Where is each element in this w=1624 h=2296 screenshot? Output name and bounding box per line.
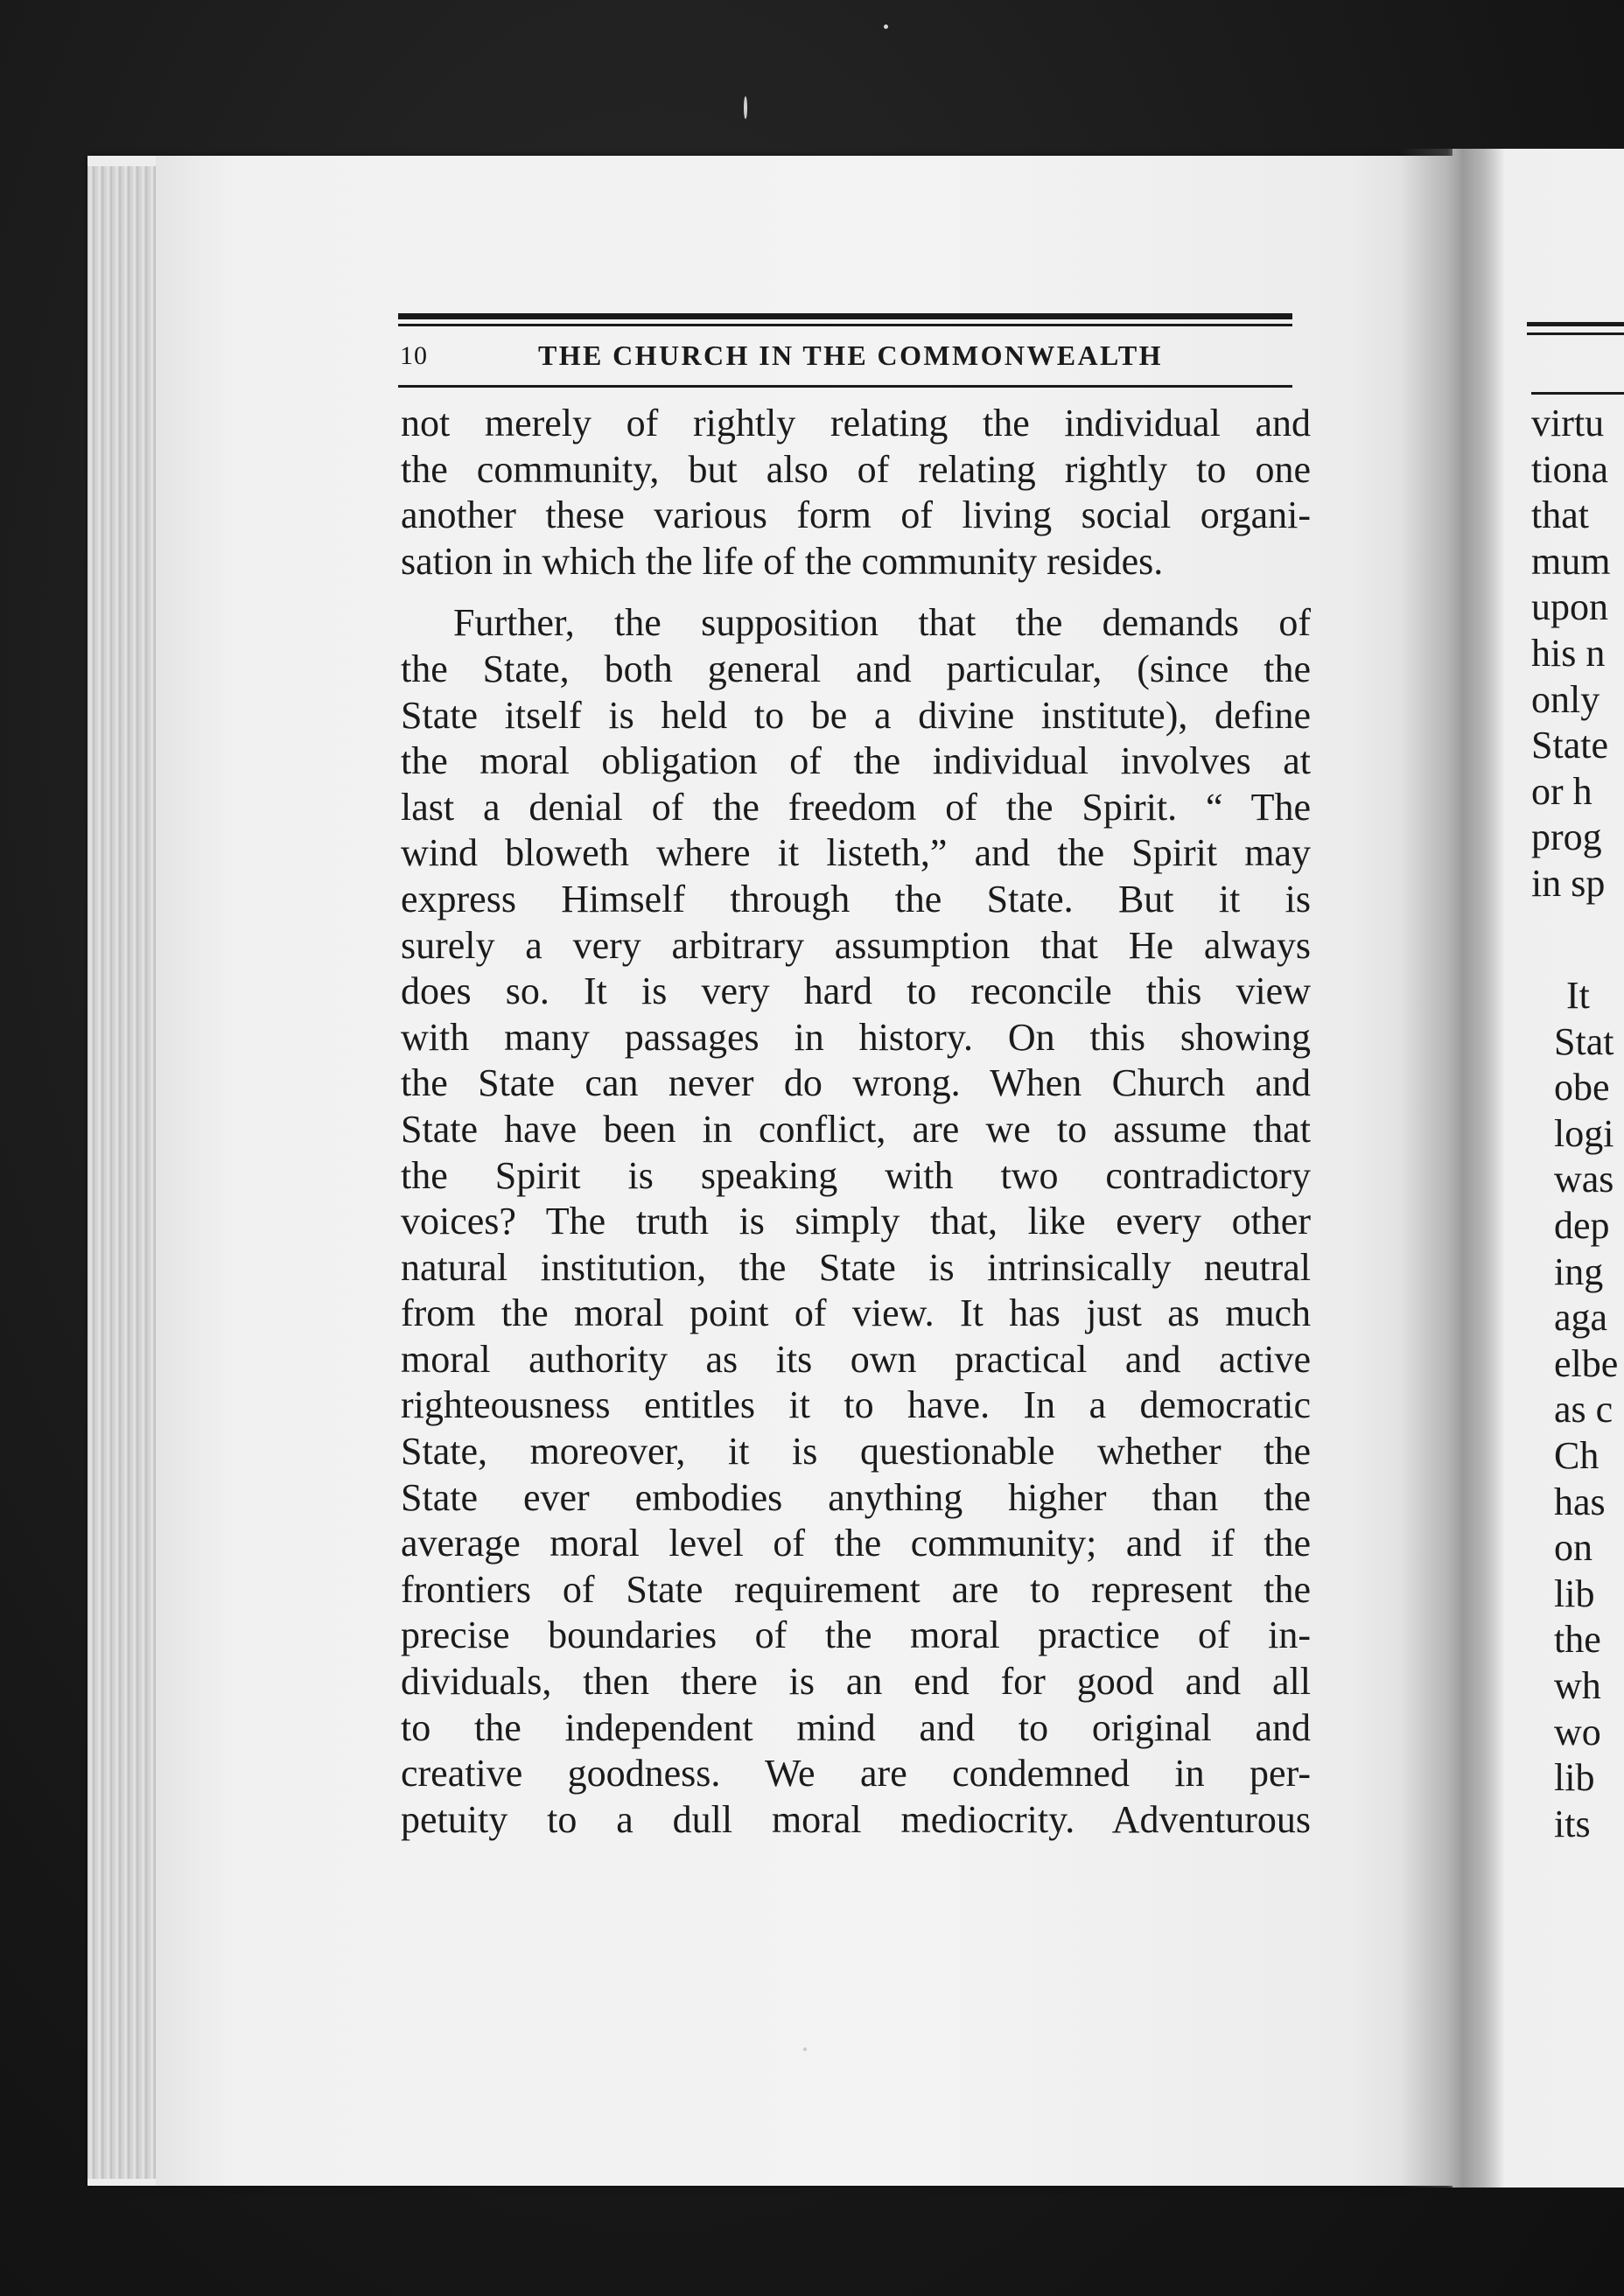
text-line: the Spirit is speaking with two contradictory	[401, 1153, 1311, 1197]
right-fragment: his n	[1531, 631, 1606, 675]
right-fragment: or h	[1531, 769, 1592, 813]
text-line: another these various form of living social organi-	[401, 494, 1311, 537]
page-number: 10	[400, 341, 428, 370]
right-fragment: virtu	[1531, 402, 1605, 444]
right-fragment: its	[1554, 1802, 1591, 1845]
text-line: dividuals, then there is an end for good and all	[401, 1660, 1311, 1704]
body-text	[401, 401, 1311, 1843]
paragraph-gap	[401, 584, 1311, 600]
text-line: does so. It is very hard to reconcile this view	[401, 970, 1311, 1013]
text-line: voices? The truth is simply that, like every other	[401, 1200, 1311, 1243]
right-fragment: Stat	[1554, 1019, 1614, 1063]
text-line: State, moreover, it is questionable whether the	[401, 1430, 1311, 1474]
right-fragment: was	[1554, 1158, 1614, 1201]
right-fragment: State	[1531, 724, 1608, 767]
right-fragment: obe	[1554, 1066, 1610, 1110]
text-line: last a denial of the freedom of the Spirit. “ The	[401, 785, 1311, 829]
right-fragment: wh	[1554, 1663, 1601, 1707]
running-title: THE CHURCH IN THE COMMONWEALTH	[538, 340, 1163, 371]
text-line: State ever embodies anything higher than the	[401, 1475, 1311, 1519]
right-fragment: prog	[1531, 816, 1602, 859]
book-gutter-shadow	[1400, 149, 1505, 2188]
right-fragment: tiona	[1531, 447, 1608, 491]
right-fragment: the	[1554, 1618, 1601, 1662]
right-fragment: as c	[1554, 1388, 1614, 1432]
right-fragment: elbe	[1554, 1341, 1619, 1385]
dust-speck	[803, 2048, 807, 2051]
text-line: petuity to a dull moral mediocrity. Adventurous	[401, 1797, 1311, 1841]
text-line: the community, but also of relating rightly to one	[401, 447, 1311, 491]
text-line: to the independent mind and to original and	[401, 1705, 1311, 1749]
text-line: from the moral point of view. It has just as much	[401, 1292, 1311, 1335]
right-head-rule-mid	[1527, 332, 1624, 335]
text-line: with many passages in history. On this showing	[401, 1015, 1311, 1059]
text-line: surely a very arbitrary assumption that He always	[401, 923, 1311, 967]
text-line: Further, the supposition that the demands of	[453, 601, 1311, 645]
text-line: natural institution, the State is intrinsically neutral	[401, 1245, 1311, 1289]
text-line: State itself is held to be a divine institute), define	[401, 693, 1311, 737]
text-line: express Himself through the State. But it is	[401, 877, 1311, 920]
right-fragment: wo	[1554, 1710, 1601, 1754]
text-line: the State can never do wrong. When Church and	[401, 1061, 1311, 1105]
text-line: frontiers of State requirement are to represent the	[401, 1567, 1311, 1611]
text-line: moral authority as its own practical and active	[401, 1337, 1311, 1381]
text-line: State have been in conflict, are we to assume that	[401, 1107, 1311, 1151]
right-fragment: has	[1554, 1480, 1606, 1523]
text-line: the moral obligation of the individual involves at	[401, 739, 1311, 783]
right-page-text-bottom	[1554, 973, 1624, 1847]
right-fragment: lib	[1554, 1756, 1595, 1800]
text-line: wind bloweth where it listeth,” and the Spirit may	[401, 831, 1311, 875]
text-line: average moral level of the community; and if the	[401, 1522, 1311, 1565]
text-line: righteousness entitles it to have. In a democratic	[401, 1383, 1311, 1427]
text-line: not merely of rightly relating the individual and	[401, 402, 1311, 444]
text-line: creative goodness. We are condemned in per-	[401, 1752, 1311, 1796]
text-line: sation in which the life of the community resides.	[401, 539, 1164, 583]
right-fragment: It	[1566, 974, 1590, 1017]
right-fragment: lib	[1554, 1572, 1595, 1615]
dust-speck	[744, 96, 747, 119]
right-fragment: aga	[1554, 1296, 1608, 1340]
right-fragment: upon	[1531, 585, 1608, 629]
page-edge-stack	[88, 166, 159, 2179]
running-head	[398, 334, 1291, 387]
head-rule-top-thin	[398, 324, 1292, 326]
right-fragment: Ch	[1554, 1433, 1600, 1477]
right-fragment: that	[1531, 494, 1589, 537]
right-fragment: in sp	[1531, 861, 1606, 905]
right-fragment: dep	[1554, 1203, 1610, 1247]
right-head-rule-bottom	[1531, 392, 1624, 395]
right-page-text-top	[1531, 401, 1624, 907]
head-rule-top-thick	[398, 313, 1292, 319]
right-fragment: ing	[1554, 1250, 1604, 1293]
dust-speck	[884, 24, 888, 29]
text-line: the State, both general and particular, (since the	[401, 647, 1311, 690]
right-fragment: on	[1554, 1526, 1592, 1570]
right-head-rule-top	[1527, 322, 1624, 326]
right-fragment: only	[1531, 677, 1600, 721]
text-line: precise boundaries of the moral practice of in-	[401, 1614, 1311, 1657]
right-fragment: mum	[1531, 539, 1611, 583]
right-fragment: logi	[1554, 1111, 1614, 1155]
